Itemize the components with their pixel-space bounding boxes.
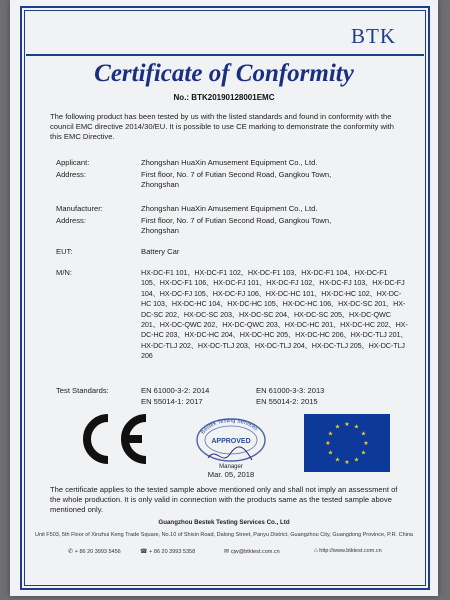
svg-text:★: ★ <box>327 430 334 438</box>
footer-phone-2 <box>140 548 195 555</box>
applicant-label: Applicant: <box>56 158 90 167</box>
footer-website[interactable] <box>314 548 382 554</box>
applicant-address-label: Address: <box>56 170 86 179</box>
manufacturer-label: Manufacturer: <box>56 204 103 213</box>
eu-flag-icon <box>304 414 390 472</box>
models-value: HX-DC-F1 101、HX-DC-F1 102、HX-DC-F1 103、HX-DC-F1 104、HX-DC-F1 105、HX-DC-F1 106、HX-DC-FJ 101、HX-DC-FJ 102、HX-DC-FJ 103、HX-DC-FJ 104、HX-DC-FJ 105、HX-DC-FJ 106、HX-DC-HC 101、HX-DC-HC 102、HX-DC-HC 103、HX-DC-HC 104、HX-DC-HC 105、HX-DC-HC 106、HX-DC-SC 201、HX-DC-SC 202、HX-DC-SC 203、HX-DC-SC 204、HX-DC-SC 205、HX-DC-QWC 201、HX-DC-QWC 202、HX-DC-QWC 203、HX-DC-HC 201、HX-DC-HC 202、HX-DC-HC 203、HX-DC-HC 204、HX-DC-HC 205、HX-DC-HC 206、HX-DC-TLJ 201、HX-DC-TLJ 202、HX-DC-TLJ 203、HX-DC-TLJ 204、HX-DC-TLJ 205、HX-DC-TLJ 206 <box>141 268 408 361</box>
svg-text:★: ★ <box>360 430 367 438</box>
email-icon: ✉ <box>224 549 231 555</box>
eut-label: EUT: <box>56 247 73 256</box>
svg-text:★: ★ <box>353 456 360 464</box>
manufacturer-value: Zhongshan HuaXin Amusement Equipment Co., Ltd. <box>141 204 318 213</box>
footer-address: Unit F503, 5th Floor of Xinzhui Keng Trade Square, No.10 of Shixin Road, Dalong Street, Panyu District, Guangzhou City, Guangdong Province, P.R. China <box>35 532 413 538</box>
ce-mark-icon <box>72 414 152 464</box>
manufacturer-address-label: Address: <box>56 216 86 225</box>
phone-icon: ✆ <box>68 549 75 555</box>
stamp-ring-text: Bestek Testing Services <box>200 417 259 436</box>
svg-text:★: ★ <box>363 440 369 447</box>
certificate-title: Certificate of Conformity <box>94 60 354 87</box>
disclaimer-paragraph: The certificate applies to the tested sample above mentioned only and shall not imply an assessment of the whole production. It is only valid in connection with the products same as the tested sample above mentioned only. <box>50 485 398 514</box>
svg-text:★: ★ <box>353 423 360 431</box>
svg-text:★: ★ <box>344 459 350 466</box>
certificate-page <box>10 0 438 596</box>
email-text[interactable]: cjw@btktest.com.cn <box>230 549 280 555</box>
header-divider <box>26 54 424 56</box>
btk-logo: BTK <box>351 24 396 48</box>
fax-icon: ☎ <box>140 549 150 555</box>
website-text[interactable]: http://www.btktest.com.cn <box>319 548 382 554</box>
models-label: M/N: <box>56 268 73 277</box>
home-icon: ⌂ <box>314 548 320 554</box>
eut-value: Battery Car <box>141 247 180 256</box>
svg-text:★: ★ <box>325 440 331 447</box>
svg-text:★: ★ <box>334 423 341 431</box>
signer-title: Manager <box>219 464 243 470</box>
manufacturer-address-value: First floor, No. 7 of Futian Second Road, Gangkou Town, Zhongshan <box>141 216 332 235</box>
svg-text:★: ★ <box>327 449 334 457</box>
issue-date: Mar. 05, 2018 <box>207 470 255 479</box>
footer-phone-1 <box>68 548 121 555</box>
intro-paragraph: The following product has been tested by us with the listed standards and found in conformity with the council EMC directive 2014/30/EU. It is possible to use CE marking to demonstrate the conformity with this EMC Directive. <box>50 112 394 141</box>
standard-item: EN 61000-3-2: 2014 <box>141 386 210 395</box>
standard-item: EN 55014-1: 2017 <box>141 397 203 406</box>
svg-text:★: ★ <box>344 421 350 428</box>
stamp-center-text: APPROVED <box>211 438 251 445</box>
phone-1-text: + 86 20 3993 5456 <box>74 549 121 555</box>
standard-item: EN 55014-2: 2015 <box>256 397 318 406</box>
footer-company: Guangzhou Bestek Testing Services Co., Ltd <box>158 519 290 526</box>
applicant-value: Zhongshan HuaXin Amusement Equipment Co., Ltd. <box>141 158 318 167</box>
footer-email[interactable] <box>224 548 280 555</box>
applicant-address-value: First floor, No. 7 of Futian Second Road, Gangkou Town, Zhongshan <box>141 170 332 189</box>
svg-text:★: ★ <box>334 456 341 464</box>
standards-label: Test Standards: <box>56 386 109 395</box>
certificate-number: No.: BTK20190128001EMC <box>173 93 275 102</box>
approval-stamp <box>190 416 272 474</box>
standard-item: EN 61000-3-3: 2013 <box>256 386 325 395</box>
phone-2-text: + 86 20 3993 5358 <box>149 549 196 555</box>
svg-text:★: ★ <box>360 449 367 457</box>
